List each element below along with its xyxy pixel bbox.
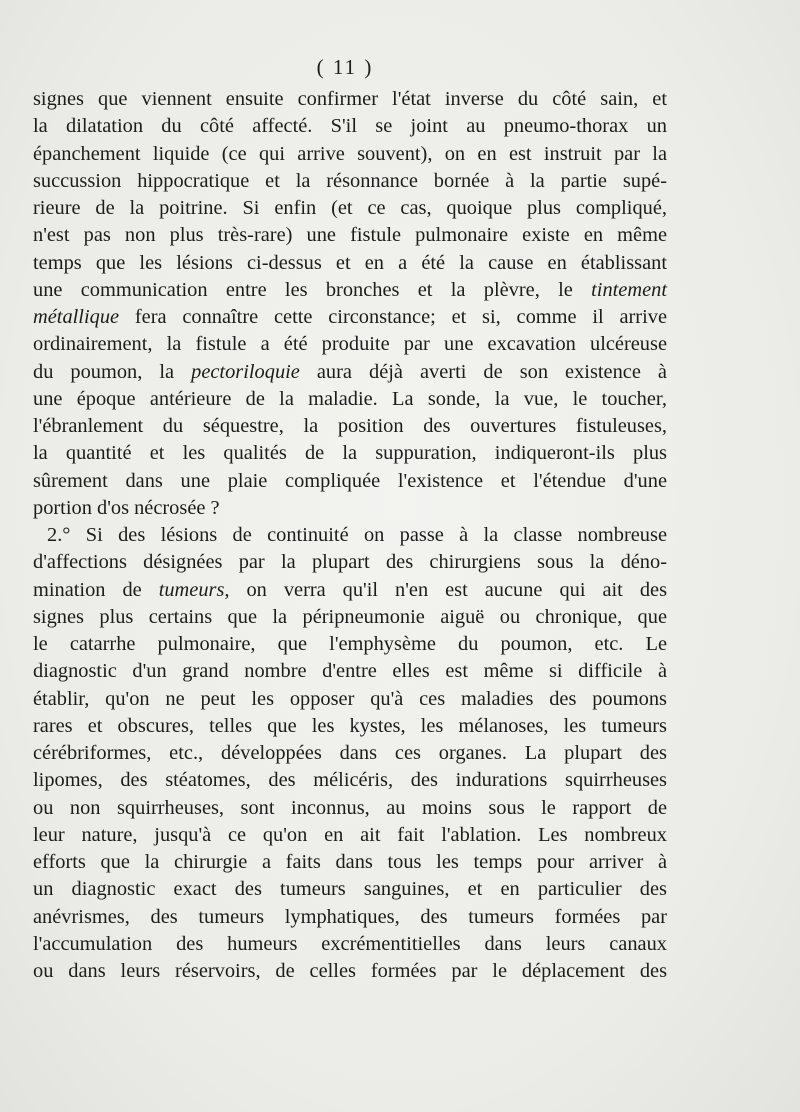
text-segment: fera connaître cette circonstance; et si, comme il arrive [119,306,667,328]
text-line: diagnostic d'un grand nombre d'entre elles est même si difficile à [33,660,667,683]
text-line: 2.° Si des lésions de continuité on passe à la classe nombreuse [47,524,667,546]
text-line: l'accumulation des humeurs excrémentitielles dans leurs canaux [33,932,667,955]
text-line: portion d'os nécrosée ? [33,496,220,519]
text-segment: aura déjà averti de son existence à [299,360,667,383]
text-line: ou non squirrheuses, sont inconnus, au moins sous le rapport de [33,796,667,819]
text-line: temps que les lésions ci-dessus et en a été la cause en établissant [33,251,667,274]
italic-term: tumeurs [158,578,225,601]
text-line: leur nature, jusqu'à ce qu'on en ait fait l'ablation. Les nombreux [33,823,667,846]
text-line: établir, qu'on ne peut les opposer qu'à ces maladies des poumons [33,687,667,710]
text-segment: mination de [33,578,159,601]
text-line: cérébriformes, etc., développées dans ces organes. La plupart des [33,742,667,764]
italic-term: pectoriloquie [191,360,300,383]
text-segment: , on verra qu'il n'en est aucune qui ait des [224,578,667,601]
text-line: n'est pas non plus très-rare) une fistule pulmonaire existe en même [33,224,667,247]
text-line: l'ébranlement du séquestre, la position des ouvertures fistuleuses, [33,415,667,437]
text-line: signes que viennent ensuite confirmer l'état inverse du côté sain, et [33,88,667,110]
text-line: la quantité et les qualités de la suppuration, indiqueront-ils plus [33,442,667,465]
text-line [33,277,667,304]
text-line: la dilatation du côté affecté. S'il se joint au pneumo-thorax un [33,115,667,138]
text-line: anévrismes, des tumeurs lymphatiques, des tumeurs formées par [33,905,667,928]
italic-term: métallique [33,306,120,328]
text-line: sûrement dans une plaie compliquée l'existence et l'étendue d'une [33,469,667,492]
text-line [33,577,667,604]
text-line: un diagnostic exact des tumeurs sanguines, et en particulier des [33,878,667,901]
text-line: lipomes, des stéatomes, des mélicéris, des indurations squirrheuses [33,769,667,792]
text-line: d'affections désignées par la plupart des chirurgiens sous la déno- [33,551,667,574]
text-line [33,304,667,331]
text-segment: du poumon, la [33,360,192,383]
text-line [33,359,667,386]
text-line: efforts que la chirurgie a faits dans tous les temps pour arriver à [33,851,667,873]
body-text [33,86,667,985]
text-line: épanchement liquide (ce qui arrive souvent), on en est instruit par la [33,142,667,165]
text-line: signes plus certains que la péripneumonie aiguë ou chronique, que [33,605,667,628]
italic-term: tintement [591,278,667,301]
text-line: rares et obscures, telles que les kystes, les mélanoses, les tumeurs [33,714,667,737]
text-line: ordinairement, la fistule a été produite par une excavation ulcéreuse [33,333,667,356]
text-line: succussion hippocratique et la résonnance bornée à la partie supé- [33,169,667,192]
text-line: rieure de la poitrine. Si enfin (et ce cas, quoique plus compliqué, [33,197,667,219]
text-line: une époque antérieure de la maladie. La sonde, la vue, le toucher, [33,387,667,410]
page-number: ( 11 ) [316,55,374,79]
text-line: ou dans leurs réservoirs, de celles formées par le déplacement des [33,960,667,982]
text-segment: une communication entre les bronches et la plèvre, le [33,278,592,301]
text-line: le catarrhe pulmonaire, que l'emphysème du poumon, etc. Le [33,633,667,655]
